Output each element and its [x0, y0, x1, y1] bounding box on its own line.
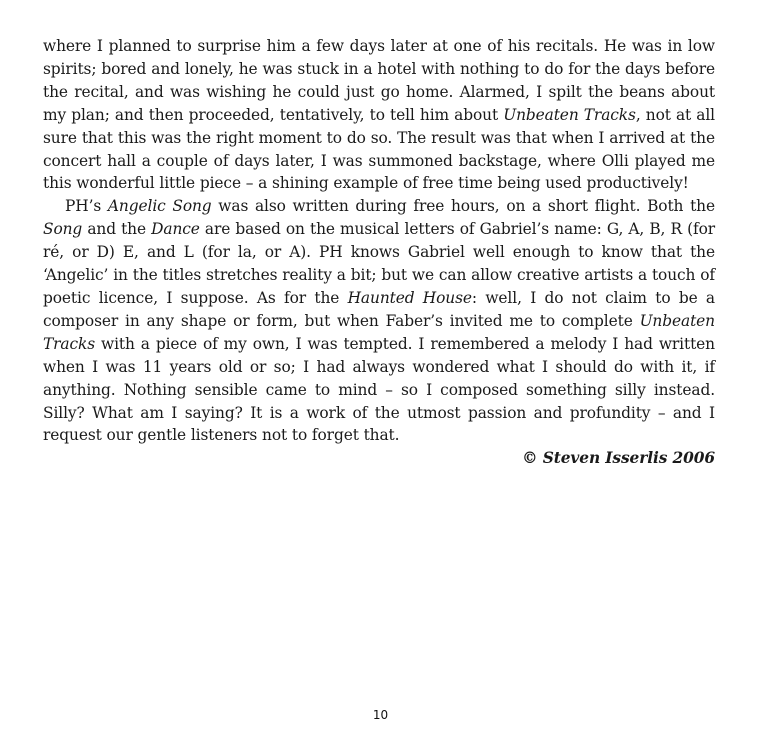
paragraph-2-text-2: was also written during free hours, on a short flight. Both the — [211, 197, 715, 216]
paragraph-2-title-unbeaten-tracks: Unbeaten Tracks — [43, 311, 715, 353]
paragraph-1-text-1: where I planned to surprise him a few days later at one of his recitals. He was in low spirits; bored and lonely, he was stuck in a hotel with nothing to do for the days before the recital, and was wishing he could just go home. Alarmed, I spilt the beans about my plan; and then proceeded, tentatively, to tell him about — [43, 37, 715, 124]
page-number: 10 — [372, 708, 389, 722]
paragraph-1 — [43, 35, 715, 195]
paragraph-2-title-dance: Dance — [151, 220, 200, 239]
paragraph-2-text-4: are based on the musical letters of Gabriel’s name: G, A, B, R (for ré, or D) E, and L (for la, or A). PH knows Gabriel well enough to know that the ‘Angelic’ in the titles stretches reality a bit; but we can allow creative artists a touch of poetic licence, I suppose. As for the — [43, 220, 715, 307]
paragraph-2-text-6: with a piece of my own, I was tempted. I remembered a melody I had written when I was 11 years old or so; I had always wondered what I should do with it, if anything. Nothing sensible came to mind – so I composed something silly instead. Silly? What am I saying? It is a work of the utmost passion and profundity – and I request our gentle listeners not to forget that. — [43, 334, 715, 445]
paragraph-1-title-unbeaten-tracks: Unbeaten Tracks — [503, 105, 636, 124]
paragraph-1-text-2: , not at all sure that this was the right moment to do so. The result was that when I arrived at the concert hall a couple of days later, I was summoned backstage, where Olli played me this wonderful little piece – a shining example of free time being used productively! — [43, 105, 715, 193]
paragraph-2-title-angelic-song: Angelic Song — [107, 197, 212, 216]
paragraph-2-title-haunted-house: Haunted House — [347, 288, 472, 307]
paragraph-2-title-song: Song — [43, 220, 83, 239]
signature: © Steven Isserlis 2006 — [522, 449, 715, 468]
paragraph-2 — [43, 195, 715, 447]
page-body — [43, 35, 715, 470]
paragraph-2-text-1: PH’s — [65, 197, 108, 216]
paragraph-2-text-5: : well, I do not claim to be a composer in any shape or form, but when Faber’s invited me to complete — [43, 288, 715, 330]
paragraph-2-text-3: and the — [82, 220, 152, 239]
